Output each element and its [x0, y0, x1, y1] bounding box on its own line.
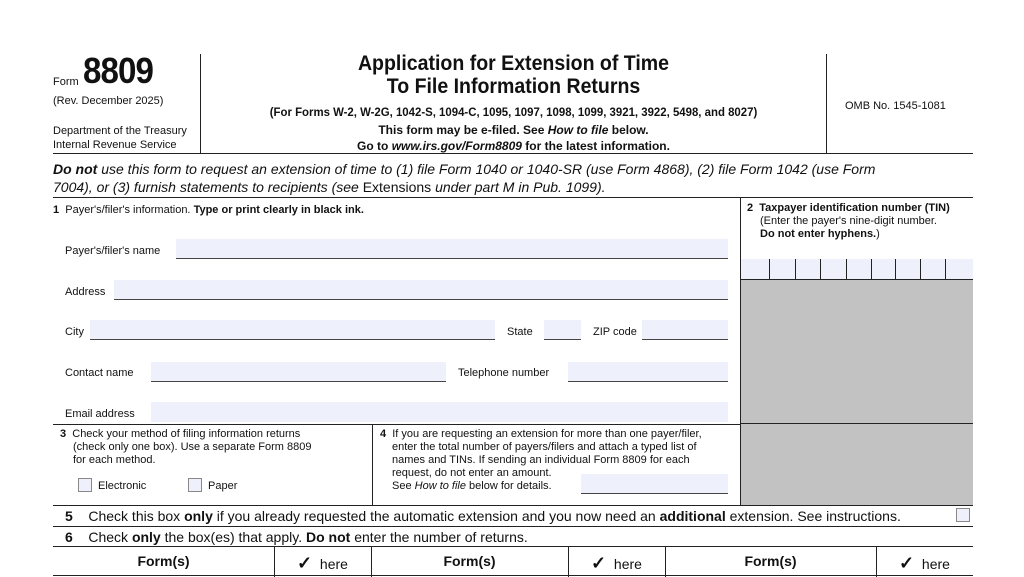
section4-text: 4 If you are requesting an extension for more than one payer/filer, enter the total number of payers/filers and attach a typed list of names and TINs. If sending an individual Form 8809 for each request, do not enter an amount. See How to file below for details.: [380, 428, 702, 492]
section2-heading: 2 Taxpayer identification number (TIN) (Enter the payer's nine-digit number. Do not enter hyphens.): [747, 202, 950, 240]
how-to-file-ref: How to file: [547, 123, 609, 137]
address-label: Address: [65, 286, 106, 298]
paper-checkbox[interactable]: [188, 478, 202, 492]
payer-count-input[interactable]: [581, 474, 728, 494]
irs-url-link[interactable]: www.irs.gov/Form8809: [391, 139, 522, 153]
section3-text: 3 Check your method of filing information returns (check only one box). Use a separate Form 8809 for each method.: [60, 428, 312, 466]
tin-title: Taxpayer identification number (TIN): [759, 202, 950, 214]
form-title-line1: Application for Extension of Time: [357, 52, 670, 75]
form-word: Form: [53, 76, 79, 88]
email-input[interactable]: [151, 402, 728, 422]
section5-text: 5 Check this box only if you already requested the automatic extension and you now need an additional extension. See instructions.: [65, 508, 901, 524]
section6-text: 6 Check only the box(es) that apply. Do not enter the number of returns.: [65, 529, 528, 545]
checkmark-icon: ✓: [297, 553, 313, 573]
shaded-divider: [741, 423, 973, 424]
header-divider-right: [826, 54, 827, 154]
omb-number: OMB No. 1545-1081: [845, 100, 946, 112]
checkmark-icon: ✓: [591, 553, 607, 573]
tin-digit-dividers: [741, 259, 973, 279]
do-not-use-notice: Do not use this form to request an extension of time to (1) file Form 1040 or 1040-SR (use Form 4868), (2) file Form 1042 (use Form 7004), or (3) furnish statements to recipients (see Extensions under part M in Pub. 1099).: [53, 161, 876, 195]
zip-label: ZIP code: [593, 326, 637, 338]
forms-col-header-2: Form(s): [443, 553, 496, 569]
email-label: Email address: [65, 408, 135, 420]
revision-date: (Rev. December 2025): [53, 95, 164, 107]
forms-table-header: [53, 547, 973, 577]
zip-input[interactable]: [642, 320, 728, 340]
tin-no-hyphens: Do not enter hyphens.: [760, 228, 877, 240]
form-number: 8809: [83, 50, 154, 91]
forms-col-header-1: Form(s): [137, 553, 190, 569]
title-block: [201, 52, 826, 153]
checkmark-icon: ✓: [899, 553, 915, 573]
department-line2: Internal Revenue Service: [53, 139, 177, 151]
state-input[interactable]: [544, 320, 581, 340]
check-col-header-2: ✓ here: [591, 553, 642, 573]
tin-underline: [741, 279, 973, 280]
state-label: State: [507, 326, 533, 338]
electronic-checkbox[interactable]: [78, 478, 92, 492]
telephone-label: Telephone number: [458, 367, 550, 379]
department: [53, 124, 187, 152]
efile-note: This form may be e-filed. See How to file below.: [378, 123, 649, 137]
table-header-bottom-rule: [53, 575, 973, 576]
section6-top-rule: [53, 526, 973, 527]
department-line1: Department of the Treasury: [53, 125, 187, 137]
goto-note: Go to www.irs.gov/Form8809 for the latest information.: [357, 139, 670, 153]
tin-shaded-area: [741, 279, 973, 505]
header-bottom-rule: [53, 153, 973, 154]
section5-top-rule: [53, 505, 973, 506]
tin-instruction: (Enter the payer's nine-digit number.: [760, 215, 937, 227]
section3-top-rule: [53, 424, 741, 425]
section3-4-divider: [372, 424, 373, 505]
city-input[interactable]: [90, 320, 495, 340]
payer-name-input[interactable]: [176, 239, 728, 259]
form-title-line2: To File Information Returns: [386, 75, 641, 98]
contact-name-label: Contact name: [65, 367, 134, 379]
additional-extension-checkbox[interactable]: [956, 508, 970, 522]
paper-label: Paper: [208, 480, 238, 492]
payer-name-label: Payer's/filer's name: [65, 245, 161, 257]
forms-covered: (For Forms W-2, W-2G, 1042-S, 1094-C, 1095, 1097, 1098, 1099, 3921, 3922, 5498, and 8027): [269, 105, 758, 119]
check-col-header-1: ✓ here: [297, 553, 348, 573]
section1-heading: 1 Payer's/filer's information. Type or print clearly in black ink.: [53, 204, 364, 216]
city-label: City: [65, 326, 84, 338]
electronic-label: Electronic: [98, 480, 147, 492]
forms-col-header-3: Form(s): [744, 553, 797, 569]
notice-bottom-rule: [53, 197, 973, 198]
telephone-input[interactable]: [568, 362, 728, 382]
check-col-header-3: ✓ here: [899, 553, 950, 573]
contact-name-input[interactable]: [151, 362, 446, 382]
address-input[interactable]: [114, 280, 728, 300]
